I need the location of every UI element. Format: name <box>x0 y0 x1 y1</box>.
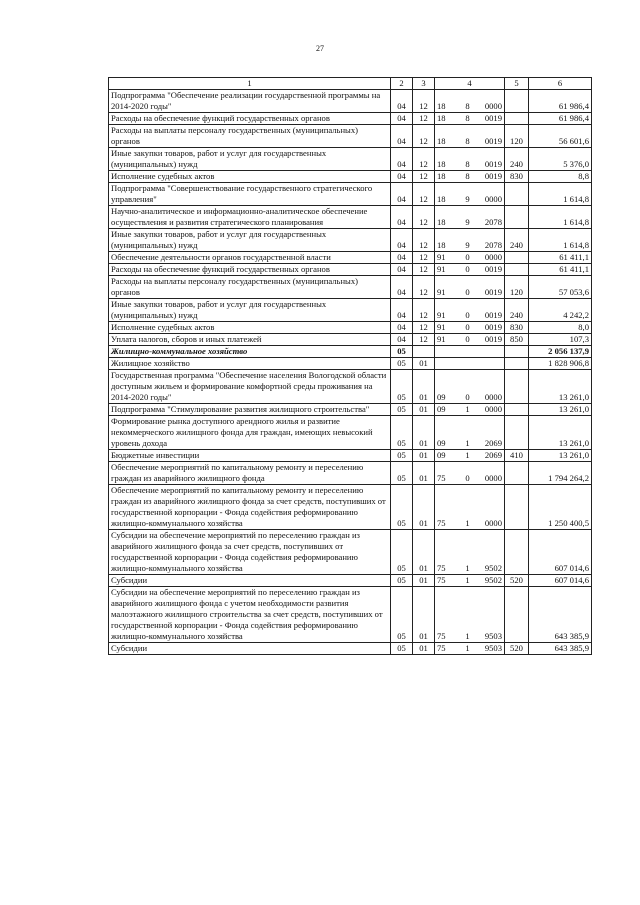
code-program: 18 <box>437 217 446 227</box>
row-expense-type <box>505 462 529 485</box>
row-subsection: 12 <box>413 299 435 322</box>
code-subprogram: 9 <box>465 217 470 227</box>
row-amount: 5 376,0 <box>529 148 592 171</box>
code-direction: 0019 <box>484 310 502 320</box>
row-section: 05 <box>391 587 413 643</box>
row-expense-type <box>505 346 529 358</box>
budget-table <box>108 77 592 655</box>
code-subprogram: 8 <box>465 171 470 181</box>
row-target-code <box>435 370 505 404</box>
row-amount: 61 986,4 <box>529 113 592 125</box>
row-name: Расходы на выплаты персоналу государственных (муниципальных) органов <box>109 276 391 299</box>
table-row <box>109 252 592 264</box>
code-direction: 0000 <box>484 252 502 262</box>
row-section: 05 <box>391 404 413 416</box>
code-program: 91 <box>437 334 446 344</box>
code-program: 09 <box>437 438 446 448</box>
code-direction: 2069 <box>484 450 502 460</box>
code-subprogram: 9 <box>465 240 470 250</box>
code-subprogram: 0 <box>465 322 470 332</box>
row-name: Субсидии на обеспечение мероприятий по переселению граждан из аварийного жилищного фонда за счет средств, поступивших от государственной корпорации - Фонда содействия реформированию жилищно-коммунального хозяйства <box>109 530 391 575</box>
row-subsection: 01 <box>413 462 435 485</box>
row-section: 04 <box>391 229 413 252</box>
row-expense-type <box>505 358 529 370</box>
table-row <box>109 125 592 148</box>
row-section: 05 <box>391 346 413 358</box>
table-row <box>109 206 592 229</box>
table-row <box>109 416 592 450</box>
row-subsection <box>413 346 435 358</box>
row-section: 05 <box>391 416 413 450</box>
code-direction: 9502 <box>484 563 502 573</box>
row-subsection: 12 <box>413 90 435 113</box>
row-subsection: 01 <box>413 416 435 450</box>
code-direction: 0000 <box>484 101 502 111</box>
code-program: 18 <box>437 136 446 146</box>
row-name: Иные закупки товаров, работ и услуг для государственных (муниципальных) нужд <box>109 299 391 322</box>
row-expense-type <box>505 264 529 276</box>
row-expense-type <box>505 587 529 643</box>
row-amount: 1 828 906,8 <box>529 358 592 370</box>
row-name: Субсидии <box>109 643 391 655</box>
row-target-code <box>435 358 505 370</box>
row-amount: 643 385,9 <box>529 587 592 643</box>
code-subprogram: 0 <box>465 392 470 402</box>
table-row <box>109 462 592 485</box>
row-subsection: 01 <box>413 587 435 643</box>
row-target-code <box>435 148 505 171</box>
code-subprogram: 9 <box>465 194 470 204</box>
row-name: Формирование рынка доступного арендного жилья и развитие некоммерческого жилищного фонда для граждан, имеющих невысокий уровень дохода <box>109 416 391 450</box>
code-subprogram: 1 <box>465 404 470 414</box>
table-row <box>109 358 592 370</box>
code-program: 18 <box>437 113 446 123</box>
code-program: 91 <box>437 322 446 332</box>
row-target-code <box>435 299 505 322</box>
row-name: Бюджетные инвестиции <box>109 450 391 462</box>
code-subprogram: 0 <box>465 264 470 274</box>
row-amount: 13 261,0 <box>529 416 592 450</box>
code-program: 18 <box>437 171 446 181</box>
row-name: Обеспечение мероприятий по капитальному ремонту и переселению граждан из аварийного жилищного фонда за счет средств, поступивших от государственной корпорации - Фонда содействия реформированию жилищно-коммунального хозяйства <box>109 485 391 530</box>
row-amount: 8,8 <box>529 171 592 183</box>
code-direction: 2078 <box>484 240 502 250</box>
table-row <box>109 370 592 404</box>
row-target-code <box>435 206 505 229</box>
row-section: 05 <box>391 485 413 530</box>
row-name: Субсидии <box>109 575 391 587</box>
row-expense-type <box>505 370 529 404</box>
row-name: Подпрограмма "Стимулирование развития жилищного строительства" <box>109 404 391 416</box>
row-subsection: 12 <box>413 334 435 346</box>
header-col-1: 1 <box>109 78 391 90</box>
table-row <box>109 643 592 655</box>
row-name: Обеспечение деятельности органов государственной власти <box>109 252 391 264</box>
code-subprogram: 1 <box>465 563 470 573</box>
code-direction: 0000 <box>484 194 502 204</box>
code-direction: 0019 <box>484 287 502 297</box>
code-subprogram: 0 <box>465 252 470 262</box>
row-expense-type <box>505 485 529 530</box>
code-direction: 0019 <box>484 136 502 146</box>
row-name: Уплата налогов, сборов и иных платежей <box>109 334 391 346</box>
row-subsection: 01 <box>413 450 435 462</box>
row-expense-type: 520 <box>505 643 529 655</box>
code-program: 91 <box>437 287 446 297</box>
code-direction: 0000 <box>484 473 502 483</box>
table-row <box>109 404 592 416</box>
table-row <box>109 90 592 113</box>
row-name: Расходы на обеспечение функций государственных органов <box>109 264 391 276</box>
row-expense-type <box>505 206 529 229</box>
code-direction: 0019 <box>484 159 502 169</box>
row-name: Жилищно-коммунальное хозяйство <box>109 346 391 358</box>
table-row <box>109 183 592 206</box>
code-subprogram: 0 <box>465 310 470 320</box>
row-section: 05 <box>391 358 413 370</box>
row-name: Подпрограмма "Совершенствование государственного стратегического управления" <box>109 183 391 206</box>
code-direction: 0019 <box>484 264 502 274</box>
row-section: 04 <box>391 252 413 264</box>
code-direction: 0019 <box>484 171 502 181</box>
table-row <box>109 334 592 346</box>
table-row <box>109 276 592 299</box>
code-program: 18 <box>437 194 446 204</box>
row-expense-type: 120 <box>505 276 529 299</box>
row-section: 05 <box>391 643 413 655</box>
code-program: 75 <box>437 563 446 573</box>
table-row <box>109 229 592 252</box>
code-program: 91 <box>437 252 446 262</box>
row-section: 05 <box>391 450 413 462</box>
code-subprogram: 1 <box>465 575 470 585</box>
row-target-code <box>435 113 505 125</box>
code-direction: 0019 <box>484 113 502 123</box>
code-program: 18 <box>437 101 446 111</box>
row-amount: 1 614,8 <box>529 183 592 206</box>
table-row <box>109 530 592 575</box>
row-name: Расходы на выплаты персоналу государственных (муниципальных) органов <box>109 125 391 148</box>
row-subsection: 01 <box>413 358 435 370</box>
row-expense-type <box>505 530 529 575</box>
table-row <box>109 264 592 276</box>
row-expense-type <box>505 416 529 450</box>
row-amount: 107,3 <box>529 334 592 346</box>
code-program: 91 <box>437 264 446 274</box>
row-name: Исполнение судебных актов <box>109 322 391 334</box>
row-amount: 57 053,6 <box>529 276 592 299</box>
row-subsection: 12 <box>413 229 435 252</box>
row-amount: 13 261,0 <box>529 450 592 462</box>
row-target-code <box>435 416 505 450</box>
table-row <box>109 171 592 183</box>
row-expense-type <box>505 404 529 416</box>
row-section: 04 <box>391 148 413 171</box>
row-amount: 607 014,6 <box>529 530 592 575</box>
row-subsection: 01 <box>413 530 435 575</box>
row-subsection: 01 <box>413 404 435 416</box>
row-amount: 1 250 400,5 <box>529 485 592 530</box>
code-program: 09 <box>437 450 446 460</box>
row-target-code <box>435 183 505 206</box>
row-subsection: 12 <box>413 113 435 125</box>
row-amount: 1 614,8 <box>529 229 592 252</box>
row-name: Научно-аналитическое и информационно-аналитическое обеспечение осуществления и развития стратегического планирования <box>109 206 391 229</box>
header-col-5: 5 <box>505 78 529 90</box>
row-subsection: 01 <box>413 575 435 587</box>
row-target-code <box>435 334 505 346</box>
row-target-code <box>435 462 505 485</box>
row-expense-type: 240 <box>505 299 529 322</box>
row-amount: 2 056 137,9 <box>529 346 592 358</box>
table-row <box>109 113 592 125</box>
row-section: 04 <box>391 125 413 148</box>
table-header <box>109 78 592 90</box>
code-subprogram: 1 <box>465 438 470 448</box>
code-program: 75 <box>437 631 446 641</box>
row-target-code <box>435 404 505 416</box>
row-expense-type: 830 <box>505 171 529 183</box>
code-subprogram: 0 <box>465 334 470 344</box>
table-row <box>109 575 592 587</box>
code-direction: 0000 <box>484 392 502 402</box>
code-direction: 0000 <box>484 518 502 528</box>
row-section: 04 <box>391 276 413 299</box>
table-row <box>109 485 592 530</box>
code-program: 18 <box>437 240 446 250</box>
table-body <box>109 90 592 655</box>
row-expense-type: 120 <box>505 125 529 148</box>
row-expense-type: 240 <box>505 229 529 252</box>
row-subsection: 12 <box>413 264 435 276</box>
table-row <box>109 587 592 643</box>
row-name: Субсидии на обеспечение мероприятий по переселению граждан из аварийного жилищного фонда с учетом необходимости развития малоэтажного жилищного строительства за счет средств, поступивших от государственной корпорации - Фонда содействия реформированию жилищно-коммунального хозяйства <box>109 587 391 643</box>
row-name: Государственная программа "Обеспечение населения Вологодской области доступным жильем и формирование комфортной среды проживания на 2014-2020 годы" <box>109 370 391 404</box>
row-section: 04 <box>391 334 413 346</box>
row-target-code <box>435 530 505 575</box>
code-direction: 2069 <box>484 438 502 448</box>
table-row <box>109 450 592 462</box>
row-section: 04 <box>391 264 413 276</box>
code-subprogram: 1 <box>465 643 470 653</box>
row-section: 04 <box>391 206 413 229</box>
row-target-code <box>435 322 505 334</box>
row-expense-type: 830 <box>505 322 529 334</box>
row-subsection: 12 <box>413 171 435 183</box>
code-program: 09 <box>437 392 446 402</box>
row-subsection: 01 <box>413 643 435 655</box>
row-target-code <box>435 575 505 587</box>
code-direction: 9503 <box>484 631 502 641</box>
row-subsection: 12 <box>413 276 435 299</box>
row-target-code <box>435 125 505 148</box>
code-subprogram: 0 <box>465 473 470 483</box>
row-subsection: 12 <box>413 148 435 171</box>
row-section: 04 <box>391 90 413 113</box>
row-section: 04 <box>391 113 413 125</box>
row-amount: 1 614,8 <box>529 206 592 229</box>
row-amount: 13 261,0 <box>529 370 592 404</box>
row-section: 05 <box>391 370 413 404</box>
code-subprogram: 8 <box>465 136 470 146</box>
row-amount: 1 794 264,2 <box>529 462 592 485</box>
code-direction: 9502 <box>484 575 502 585</box>
row-section: 05 <box>391 530 413 575</box>
row-target-code <box>435 587 505 643</box>
code-direction: 0019 <box>484 322 502 332</box>
row-amount: 643 385,9 <box>529 643 592 655</box>
row-target-code <box>435 171 505 183</box>
row-expense-type: 410 <box>505 450 529 462</box>
code-subprogram: 8 <box>465 101 470 111</box>
row-expense-type <box>505 113 529 125</box>
code-direction: 2078 <box>484 217 502 227</box>
row-target-code <box>435 346 505 358</box>
row-expense-type <box>505 183 529 206</box>
code-subprogram: 0 <box>465 287 470 297</box>
row-subsection: 01 <box>413 485 435 530</box>
code-subprogram: 1 <box>465 450 470 460</box>
row-subsection: 12 <box>413 252 435 264</box>
row-section: 04 <box>391 322 413 334</box>
code-subprogram: 8 <box>465 113 470 123</box>
row-name: Обеспечение мероприятий по капитальному ремонту и переселению граждан из аварийного жилищного фонда <box>109 462 391 485</box>
row-section: 05 <box>391 575 413 587</box>
row-target-code <box>435 90 505 113</box>
code-direction: 0000 <box>484 404 502 414</box>
page-number: 27 <box>316 44 324 53</box>
table-row <box>109 346 592 358</box>
row-target-code <box>435 264 505 276</box>
row-amount: 607 014,6 <box>529 575 592 587</box>
row-expense-type: 520 <box>505 575 529 587</box>
row-amount: 4 242,2 <box>529 299 592 322</box>
code-program: 75 <box>437 575 446 585</box>
table-row <box>109 322 592 334</box>
row-subsection: 12 <box>413 206 435 229</box>
row-target-code <box>435 643 505 655</box>
header-col-2: 2 <box>391 78 413 90</box>
table-row <box>109 148 592 171</box>
row-target-code <box>435 252 505 264</box>
row-name: Иные закупки товаров, работ и услуг для государственных (муниципальных) нужд <box>109 148 391 171</box>
row-subsection: 01 <box>413 370 435 404</box>
row-amount: 61 411,1 <box>529 264 592 276</box>
row-subsection: 12 <box>413 183 435 206</box>
row-target-code <box>435 276 505 299</box>
row-amount: 8,0 <box>529 322 592 334</box>
row-section: 04 <box>391 299 413 322</box>
code-program: 75 <box>437 643 446 653</box>
code-direction: 9503 <box>484 643 502 653</box>
row-name: Исполнение судебных актов <box>109 171 391 183</box>
row-name: Иные закупки товаров, работ и услуг для государственных (муниципальных) нужд <box>109 229 391 252</box>
code-subprogram: 8 <box>465 159 470 169</box>
table-row <box>109 299 592 322</box>
row-subsection: 12 <box>413 322 435 334</box>
code-program: 75 <box>437 473 446 483</box>
row-expense-type <box>505 252 529 264</box>
row-expense-type: 240 <box>505 148 529 171</box>
row-name: Расходы на обеспечение функций государственных органов <box>109 113 391 125</box>
code-direction: 0019 <box>484 334 502 344</box>
code-program: 09 <box>437 404 446 414</box>
code-program: 75 <box>437 518 446 528</box>
row-amount: 13 261,0 <box>529 404 592 416</box>
row-amount: 61 986,4 <box>529 90 592 113</box>
row-section: 04 <box>391 171 413 183</box>
code-subprogram: 1 <box>465 631 470 641</box>
code-subprogram: 1 <box>465 518 470 528</box>
row-target-code <box>435 450 505 462</box>
header-col-3: 3 <box>413 78 435 90</box>
code-program: 18 <box>437 159 446 169</box>
row-name: Подпрограмма "Обеспечение реализации государственной программы на 2014-2020 годы" <box>109 90 391 113</box>
header-col-6: 6 <box>529 78 592 90</box>
row-expense-type: 850 <box>505 334 529 346</box>
row-subsection: 12 <box>413 125 435 148</box>
code-program: 91 <box>437 310 446 320</box>
row-name: Жилищное хозяйство <box>109 358 391 370</box>
header-col-4: 4 <box>435 78 505 90</box>
row-target-code <box>435 485 505 530</box>
row-amount: 56 601,6 <box>529 125 592 148</box>
row-target-code <box>435 229 505 252</box>
row-expense-type <box>505 90 529 113</box>
row-section: 04 <box>391 183 413 206</box>
row-section: 05 <box>391 462 413 485</box>
row-amount: 61 411,1 <box>529 252 592 264</box>
